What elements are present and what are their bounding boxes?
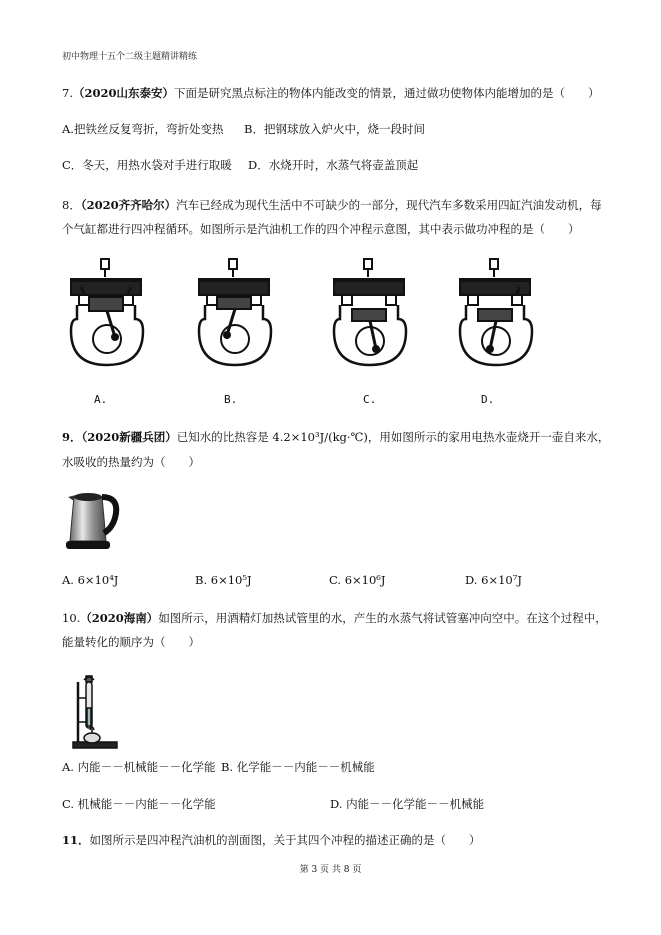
figure-label-b: B. [224, 393, 238, 406]
question-number: 11． [62, 833, 90, 847]
q7-option-d: D．水烧开时，水蒸气将壶盖顶起 [248, 158, 419, 172]
q7-option-b: B．把钢球放入炉火中，烧一段时间 [244, 122, 425, 136]
question-source: （2020海南） [80, 611, 159, 625]
question-number: 10. [62, 611, 81, 625]
q7-option-a: A.把铁丝反复弯折，弯折处变热 [62, 122, 224, 136]
page-header: 初中物理十五个二级主题精讲精练 [62, 52, 198, 62]
question-10-line2: 能量转化的顺序为（ ） [62, 635, 200, 649]
engine-figure-a [63, 257, 151, 369]
question-text: 已知水的比热容是 4.2×10³J/(kg·℃)，用如图所示的家用电热水壶烧开一壶自来水， [176, 430, 610, 444]
q9-option-b: B. 6×10⁵J [195, 573, 252, 587]
question-10-line1 [62, 610, 607, 626]
figure-label-c: C. [363, 393, 377, 406]
question-text: 如图所示，用酒精灯加热试管里的水，产生的水蒸气将试管塞冲向空中。在这个过程中， [158, 611, 607, 625]
figure-label-d: D. [481, 393, 495, 406]
question-text: 汽车已经成为现代生活中不可缺少的一部分，现代汽车多数采用四缸汽油发动机，每 [176, 198, 602, 212]
electric-kettle-image [62, 487, 120, 553]
question-9-line1 [62, 429, 609, 445]
question-11-stem [62, 832, 481, 848]
figure-label-a: A. [94, 393, 108, 406]
q10-option-a: A. 内能－－机械能－－化学能 [62, 760, 216, 774]
page-footer: 第 3 页 共 8 页 [299, 865, 362, 875]
question-text: 下面是研究黑点标注的物体内能改变的情景，通过做功使物体内能增加的是（ ） [174, 86, 600, 100]
q10-option-d: D. 内能－－化学能－－机械能 [330, 797, 485, 811]
engine-figure-d [452, 257, 540, 369]
question-9-line2: 水吸收的热量约为（ ） [62, 455, 200, 469]
test-tube-heating-apparatus [70, 672, 120, 750]
q7-option-c: C．冬天，用热水袋对手进行取暖 [62, 158, 232, 172]
q9-option-d: D. 6×10⁷J [465, 573, 522, 587]
question-number: 9． [62, 430, 82, 444]
question-source: （2020山东泰安） [72, 86, 174, 100]
question-source: （2020齐齐哈尔） [80, 198, 177, 212]
q9-option-c: C. 6×10⁶J [329, 573, 386, 587]
q10-option-b: B. 化学能－－内能－－机械能 [221, 760, 375, 774]
question-number: 8． [62, 198, 81, 212]
question-8-line1 [62, 197, 602, 213]
question-number: 7. [62, 86, 73, 100]
question-text: 如图所示是四冲程汽油机的剖面图，关于其四个冲程的描述正确的是（ ） [89, 833, 481, 847]
engine-figure-c [326, 257, 414, 369]
question-source: （2020新疆兵团） [81, 430, 177, 444]
q9-option-a: A. 6×10⁴J [62, 573, 119, 587]
question-7-stem [62, 85, 600, 101]
q10-option-c: C. 机械能－－内能－－化学能 [62, 797, 216, 811]
question-8-line2: 个气缸都进行四冲程循环。如图所示是汽油机工作的四个冲程示意图，其中表示做功冲程的是（ ） [62, 222, 580, 236]
engine-figure-b [191, 257, 279, 369]
